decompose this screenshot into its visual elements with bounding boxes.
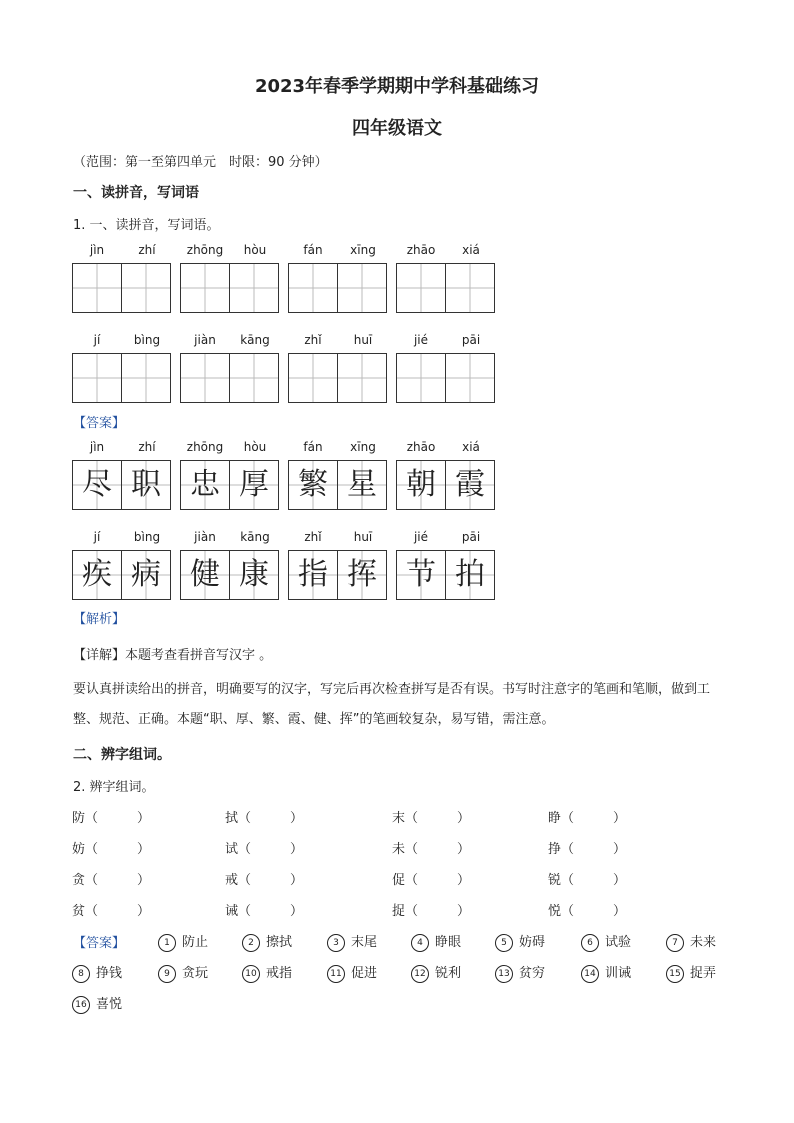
- character-cell: 星: [337, 460, 387, 510]
- blank-character-cell[interactable]: [229, 353, 279, 403]
- word-building-item: 悦（ ）: [548, 904, 627, 919]
- character-cell: 忠: [180, 460, 230, 510]
- answer-number: 9: [158, 965, 176, 983]
- character-cell: 职: [121, 460, 171, 510]
- pinyin-group: [72, 333, 172, 415]
- pinyin-label: kāng: [240, 333, 270, 347]
- answer-item: [411, 931, 461, 952]
- answer-item: [327, 962, 377, 983]
- pinyin-label: pāi: [461, 333, 481, 347]
- word-building-item: 捉（ ）: [392, 904, 471, 919]
- blank-character-cell[interactable]: [72, 353, 122, 403]
- character-cell: 尽: [72, 460, 122, 510]
- pinyin-label: bìng: [133, 333, 161, 347]
- blank-character-cell[interactable]: [445, 353, 495, 403]
- pinyin-group: [72, 243, 172, 325]
- character-cell: 指: [288, 550, 338, 600]
- blank-character-cell[interactable]: [396, 353, 446, 403]
- blank-character-cell[interactable]: [288, 353, 338, 403]
- pinyin-label: jí: [93, 530, 101, 544]
- pinyin-label: zhǐ: [304, 530, 322, 544]
- answer-item: [72, 962, 122, 983]
- answer-word: 贪玩: [182, 966, 209, 981]
- pinyin-label: xīng: [350, 243, 376, 257]
- pinyin-group: [288, 440, 388, 522]
- word-building-item: 拭（ ）: [225, 811, 304, 826]
- answer-item: [242, 931, 292, 952]
- analysis-tag: 【解析】: [73, 612, 126, 627]
- answer-number: 4: [411, 934, 429, 952]
- blank-character-cell[interactable]: [121, 263, 171, 313]
- answer-item: [581, 962, 631, 983]
- pinyin-label: jiàn: [194, 530, 216, 544]
- answer-word: 喜悦: [96, 997, 123, 1012]
- word-building-item: 贪（ ）: [72, 873, 151, 888]
- word-building-item: 锐（ ）: [548, 873, 627, 888]
- pinyin-label: zhōng: [186, 440, 224, 454]
- answer-number: 16: [72, 996, 90, 1014]
- character-cell: 霞: [445, 460, 495, 510]
- blank-character-cell[interactable]: [396, 263, 446, 313]
- pinyin-label: jìn: [89, 243, 105, 257]
- word-building-item: 妨（ ）: [72, 842, 151, 857]
- character-cell: 疾: [72, 550, 122, 600]
- answer-word: 捉弄: [690, 966, 717, 981]
- blank-character-cell[interactable]: [121, 353, 171, 403]
- answer-word: 贫穷: [519, 966, 546, 981]
- pinyin-label: hòu: [243, 440, 267, 454]
- word-building-item: 末（ ）: [392, 811, 471, 826]
- word-building-item: 挣（ ）: [548, 842, 627, 857]
- pinyin-label: jié: [413, 530, 429, 544]
- question-2: 2. 辨字组词。: [73, 780, 155, 795]
- pinyin-group: [396, 440, 496, 522]
- answer-number: 6: [581, 934, 599, 952]
- answer-number: 5: [495, 934, 513, 952]
- answer-item: [242, 962, 292, 983]
- pinyin-group: [288, 333, 388, 415]
- answer-item: [581, 931, 631, 952]
- answer-tag-2: 【答案】: [73, 936, 126, 951]
- answer-word: 睁眼: [435, 935, 462, 950]
- section-2-heading: 二、辨字组词。: [73, 747, 171, 763]
- answer-word: 戒指: [266, 966, 293, 981]
- pinyin-label: fán: [303, 243, 323, 257]
- pinyin-label: zhí: [138, 440, 156, 454]
- word-building-item: 防（ ）: [72, 811, 151, 826]
- answer-number: 7: [666, 934, 684, 952]
- answer-word: 防止: [182, 935, 209, 950]
- pinyin-label: jié: [413, 333, 429, 347]
- answer-word: 擦拭: [266, 935, 293, 950]
- section-1-heading: 一、读拼音，写词语: [73, 185, 199, 201]
- detail-line: 【详解】本题考查看拼音写汉字 。: [73, 648, 273, 663]
- blank-character-cell[interactable]: [337, 263, 387, 313]
- pinyin-group: [396, 530, 496, 612]
- answer-word: 挣钱: [96, 966, 123, 981]
- pinyin-group: [180, 530, 280, 612]
- pinyin-label: huī: [353, 530, 373, 544]
- pinyin-label: jìn: [89, 440, 105, 454]
- answer-number: 3: [327, 934, 345, 952]
- word-building-item: 未（ ）: [392, 842, 471, 857]
- pinyin-group: [72, 440, 172, 522]
- pinyin-label: jí: [93, 333, 101, 347]
- pinyin-label: zhōng: [186, 243, 224, 257]
- pinyin-label: pāi: [461, 530, 481, 544]
- explanation-text: 要认真拼读给出的拼音，明确要写的汉字，写完后再次检查拼写是否有误。书写时注意字的笔画和笔顺，做到工整、规范、正确。本题“职、厚、繁、霞、健、挥”的笔画较复杂，易写错，需注意。: [73, 682, 711, 727]
- answer-number: 1: [158, 934, 176, 952]
- answer-item: [666, 931, 716, 952]
- pinyin-label: xīng: [350, 440, 376, 454]
- pinyin-label: kāng: [240, 530, 270, 544]
- answer-word: 试验: [605, 935, 632, 950]
- answer-word: 妨碍: [519, 935, 546, 950]
- question-1: 1. 一、读拼音，写词语。: [73, 218, 220, 233]
- word-building-item: 睁（ ）: [548, 811, 627, 826]
- exam-scope: （范围：第一至第四单元 时限：90 分钟）: [73, 155, 328, 170]
- answer-number: 15: [666, 965, 684, 983]
- page-title: 2023年春季学期期中学科基础练习: [254, 76, 540, 97]
- pinyin-group: [180, 333, 280, 415]
- pinyin-group: [180, 440, 280, 522]
- blank-character-cell[interactable]: [288, 263, 338, 313]
- pinyin-group: [288, 530, 388, 612]
- word-building-item: 诫（ ）: [225, 904, 304, 919]
- answer-word: 未来: [690, 935, 717, 950]
- pinyin-label: bìng: [133, 530, 161, 544]
- word-building-item: 贫（ ）: [72, 904, 151, 919]
- word-building-item: 戒（ ）: [225, 873, 304, 888]
- character-cell: 拍: [445, 550, 495, 600]
- pinyin-group: [396, 333, 496, 415]
- answer-item: [411, 962, 461, 983]
- pinyin-group: [72, 530, 172, 612]
- pinyin-group: [180, 243, 280, 325]
- answer-item: [327, 931, 377, 952]
- blank-character-cell[interactable]: [445, 263, 495, 313]
- pinyin-label: hòu: [243, 243, 267, 257]
- answer-word: 锐利: [435, 966, 462, 981]
- answer-number: 8: [72, 965, 90, 983]
- blank-character-cell[interactable]: [72, 263, 122, 313]
- pinyin-label: huī: [353, 333, 373, 347]
- answer-item: [666, 962, 716, 983]
- character-cell: 挥: [337, 550, 387, 600]
- word-building-item: 试（ ）: [225, 842, 304, 857]
- pinyin-label: jiàn: [194, 333, 216, 347]
- character-cell: 康: [229, 550, 279, 600]
- character-cell: 病: [121, 550, 171, 600]
- blank-character-cell[interactable]: [180, 353, 230, 403]
- answer-number: 12: [411, 965, 429, 983]
- blank-character-cell[interactable]: [180, 263, 230, 313]
- answer-item: [158, 962, 208, 983]
- pinyin-label: zhǐ: [304, 333, 322, 347]
- answer-item: [495, 962, 545, 983]
- page-subtitle: 四年级语文: [352, 118, 442, 139]
- word-building-item: 促（ ）: [392, 873, 471, 888]
- answer-number: 14: [581, 965, 599, 983]
- blank-character-cell[interactable]: [229, 263, 279, 313]
- character-cell: 健: [180, 550, 230, 600]
- pinyin-group: [396, 243, 496, 325]
- character-cell: 厚: [229, 460, 279, 510]
- pinyin-label: xiá: [462, 243, 480, 257]
- pinyin-label: zhāo: [406, 243, 436, 257]
- character-cell: 繁: [288, 460, 338, 510]
- answer-item: [158, 931, 208, 952]
- pinyin-label: fán: [303, 440, 323, 454]
- character-cell: 朝: [396, 460, 446, 510]
- answer-number: 2: [242, 934, 260, 952]
- pinyin-group: [288, 243, 388, 325]
- answer-item: [72, 993, 122, 1014]
- answer-number: 10: [242, 965, 260, 983]
- pinyin-label: zhí: [138, 243, 156, 257]
- character-cell: 节: [396, 550, 446, 600]
- pinyin-label: xiá: [462, 440, 480, 454]
- answer-word: 末尾: [351, 935, 378, 950]
- answer-number: 13: [495, 965, 513, 983]
- answer-tag-1: 【答案】: [73, 416, 126, 431]
- blank-character-cell[interactable]: [337, 353, 387, 403]
- answer-item: [495, 931, 545, 952]
- answer-word: 促进: [351, 966, 378, 981]
- pinyin-label: zhāo: [406, 440, 436, 454]
- answer-number: 11: [327, 965, 345, 983]
- answer-word: 训诫: [605, 966, 632, 981]
